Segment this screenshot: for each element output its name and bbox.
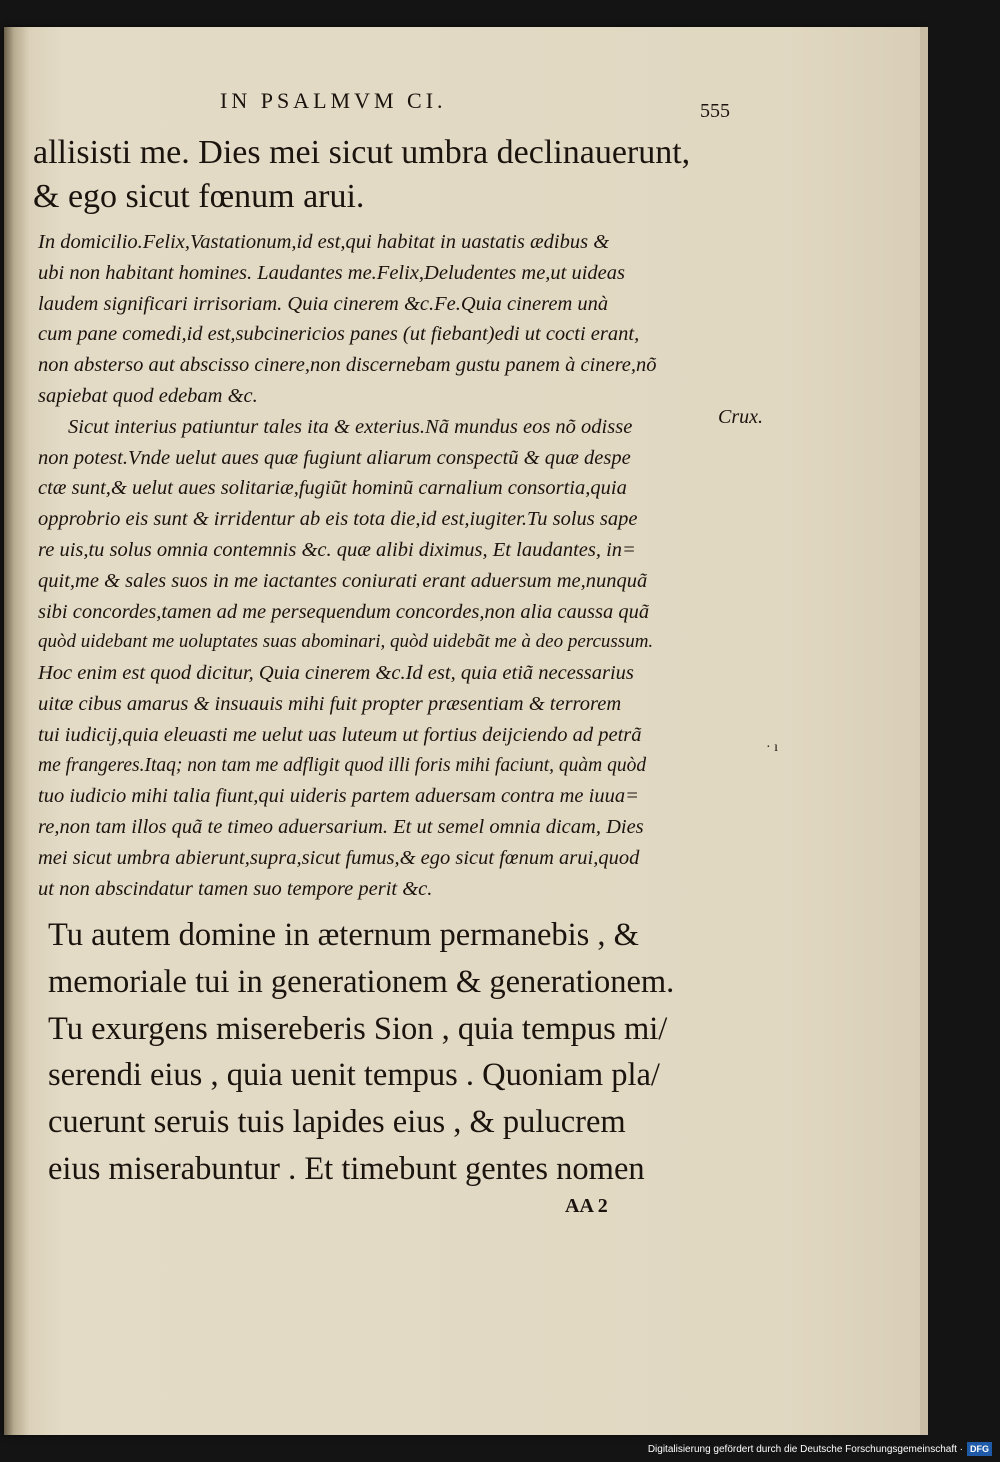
commentary-line: sibi concordes,tamen ad me persequendum concordes,non alia caussa quã xyxy=(38,600,650,623)
commentary-line: re uis,tu solus omnia contemnis &c. quæ alibi diximus, Et laudantes, in= xyxy=(38,538,636,561)
verse-line: cuerunt seruis tuis lapides eius , & pulucrem xyxy=(48,1104,626,1141)
commentary-line: Sicut interius patiuntur tales ita & exterius.Nã mundus eos nõ odisse xyxy=(68,415,633,438)
commentary-line: non potest.Vnde uelut aues quæ fugiunt aliarum conspectũ & quæ despe xyxy=(38,446,631,469)
commentary-line: ut non abscindatur tamen suo tempore perit &c. xyxy=(38,877,433,900)
verse-line: Tu autem domine in æternum permanebis , & xyxy=(48,917,639,953)
verse-line: memoriale tui in generationem & generationem. xyxy=(48,963,675,1000)
commentary-line: tuo iudicio mihi talia fiunt,qui uideris partem aduersam contra me iuua= xyxy=(38,785,639,808)
signature-mark: AA 2 xyxy=(565,1195,608,1217)
commentary-line: quòd uidebant me uoluptates suas abominari, quòd uidebãt me à deo percussum. xyxy=(38,631,654,653)
commentary-block xyxy=(38,227,718,905)
verse-line: serendi eius , quia uenit tempus . Quoniam pla/ xyxy=(48,1057,660,1094)
footer-credit: Digitalisierung gefördert durch die Deutsche Forschungsgemeinschaft · xyxy=(647,1444,963,1455)
footer-bar xyxy=(0,1438,1000,1462)
commentary-line: me frangeres.Itaq; non tam me adfligit quod illi foris mihi faciunt, quàm quòd xyxy=(38,754,647,776)
commentary-line: Hoc enim est quod dicitur, Quia cinerem &c.Id est, quia etiã necessarius xyxy=(38,662,634,685)
commentary-line: cum pane comedi,id est,subcinericios panes (ut fiebant)edi ut cocti erant, xyxy=(38,323,640,346)
commentary-line: quit,me & sales suos in me iactantes coniurati erant aduersum me,nunquã xyxy=(38,569,648,592)
verse-block xyxy=(48,912,748,1193)
commentary-line: uitæ cibus amarus & insuauis mihi fuit propter præsentiam & terrorem xyxy=(38,692,622,715)
dfg-logo: DFG xyxy=(967,1442,992,1456)
margin-note: Crux. xyxy=(718,406,763,428)
commentary-line: ctæ sunt,& uelut aues solitariæ,fugiũt hominũ carnalium consortia,quia xyxy=(38,477,627,500)
commentary-line: non absterso aut abscisso cinere,non discernebam gustu panem à cinere,nõ xyxy=(38,354,657,377)
cover-edge xyxy=(920,27,928,1435)
verse-top-line-1: allisisti me. Dies mei sicut umbra declinauerunt, xyxy=(33,134,691,171)
folio-number: 555 xyxy=(700,100,730,122)
commentary-line: mei sicut umbra abierunt,supra,sicut fumus,& ego sicut fœnum arui,quod xyxy=(38,846,640,869)
commentary-line: tui iudicij,quia eleuasti me uelut uas luteum ut fortius deijciendo ad petrã xyxy=(38,723,642,746)
commentary-line: opprobrio eis sunt & irridentur ab eis tota die,id est,iugiter.Tu solus sape xyxy=(38,508,638,531)
commentary-line: ubi non habitant homines. Laudantes me.Felix,Deludentes me,ut uideas xyxy=(38,261,626,284)
commentary-line: laudem significari irrisoriam. Quia cinerem &c.Fe.Quia cinerem unà xyxy=(38,292,609,315)
commentary-line: sapiebat quod edebam &c. xyxy=(38,384,258,407)
verse-line: eius miserabuntur . Et timebunt gentes nomen xyxy=(48,1150,645,1187)
verse-top-line-2: & ego sicut fœnum arui. xyxy=(33,178,365,215)
commentary-line: In domicilio.Felix,Vastationum,id est,qui habitat in uastatis ædibus & xyxy=(38,231,610,253)
running-title: IN PSALMVM CI. xyxy=(220,88,447,113)
margin-mark: · ı xyxy=(766,740,779,755)
commentary-line: re,non tam illos quã te timeo aduersarium. Et ut semel omnia dicam, Dies xyxy=(38,816,644,839)
verse-line: Tu exurgens misereberis Sion , quia tempus mi/ xyxy=(48,1010,668,1047)
